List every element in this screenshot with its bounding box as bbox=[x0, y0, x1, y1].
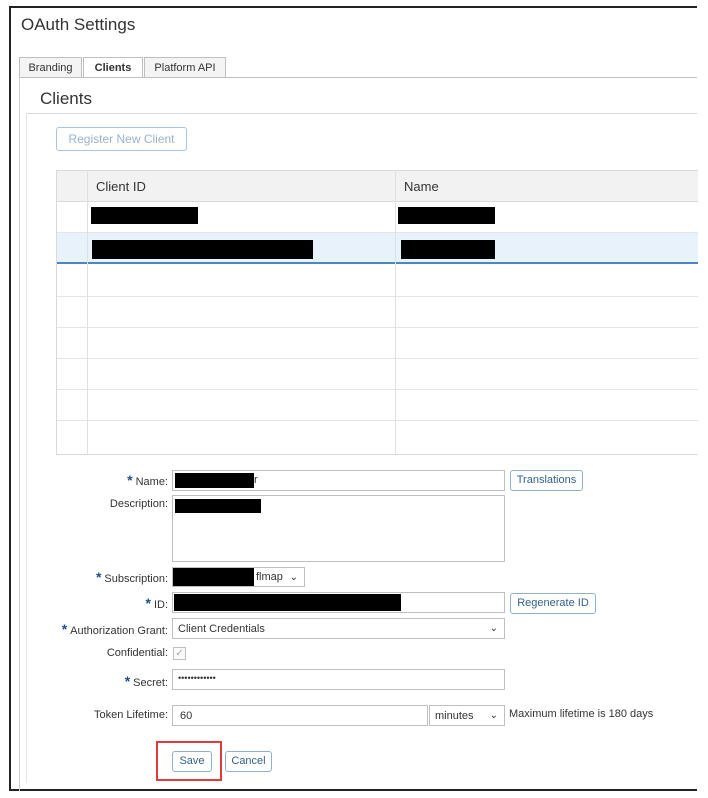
description-textarea[interactable] bbox=[172, 495, 505, 562]
name-value-suffix: r bbox=[254, 474, 258, 486]
token-lifetime-value: 60 bbox=[180, 710, 193, 722]
token-unit-select[interactable] bbox=[429, 705, 505, 726]
section-title: Clients bbox=[40, 89, 92, 108]
table-row-selected[interactable] bbox=[57, 233, 698, 264]
token-lifetime-input[interactable] bbox=[172, 705, 428, 726]
subscription-suffix: flmap bbox=[256, 571, 283, 583]
table-row-empty bbox=[57, 359, 698, 390]
section-border bbox=[26, 113, 27, 783]
redacted-name bbox=[398, 207, 495, 224]
token-lifetime-hint: Maximum lifetime is 180 days bbox=[509, 708, 654, 720]
token-lifetime-label: Token Lifetime: bbox=[94, 709, 168, 721]
description-label: Description: bbox=[109, 498, 168, 510]
redacted-name bbox=[401, 240, 495, 259]
page-title: OAuth Settings bbox=[21, 15, 136, 34]
column-header-client-id[interactable]: Client ID bbox=[96, 179, 146, 194]
tab-clients[interactable]: Clients bbox=[83, 57, 143, 78]
column-header-name[interactable]: Name bbox=[404, 179, 439, 194]
tab-divider bbox=[19, 77, 697, 78]
name-label: * Name: bbox=[127, 472, 168, 488]
table-row-empty bbox=[57, 421, 698, 452]
chevron-down-icon: ⌄ bbox=[489, 623, 498, 634]
table-row-empty bbox=[57, 390, 698, 421]
save-button[interactable]: Save bbox=[172, 751, 212, 772]
column-divider bbox=[395, 170, 396, 454]
redacted-id bbox=[174, 594, 401, 611]
secret-input[interactable] bbox=[172, 669, 505, 690]
redacted-name-value bbox=[175, 473, 254, 488]
regenerate-id-button[interactable]: Regenerate ID bbox=[510, 593, 596, 614]
subscription-label: * Subscription: bbox=[95, 569, 168, 585]
table-header bbox=[57, 170, 698, 202]
id-label: * ID: bbox=[145, 595, 168, 611]
redacted-client-id bbox=[91, 207, 198, 224]
table-row-empty bbox=[57, 328, 698, 359]
section-divider bbox=[26, 113, 697, 114]
table-row-empty bbox=[57, 266, 698, 297]
column-divider bbox=[87, 170, 88, 454]
chevron-down-icon: ⌄ bbox=[489, 710, 498, 721]
confidential-checkbox[interactable] bbox=[173, 647, 186, 660]
secret-value: •••••••••••• bbox=[178, 673, 216, 683]
subscription-select[interactable] bbox=[172, 567, 305, 587]
redacted-description bbox=[175, 499, 261, 513]
tab-platform-api[interactable]: Platform API bbox=[144, 57, 226, 77]
token-unit-value: minutes bbox=[435, 710, 474, 722]
chevron-down-icon: ⌄ bbox=[289, 572, 298, 583]
secret-label: * Secret: bbox=[124, 673, 168, 689]
table-row[interactable] bbox=[57, 202, 698, 233]
id-input[interactable] bbox=[172, 592, 505, 613]
tab-branding[interactable]: Branding bbox=[19, 57, 82, 77]
checkmark-icon: ✓ bbox=[175, 648, 184, 659]
authorization-grant-label: * Authorization Grant: bbox=[61, 621, 168, 637]
clients-table bbox=[56, 170, 698, 455]
table-row-empty bbox=[57, 297, 698, 328]
authorization-grant-select[interactable] bbox=[172, 618, 505, 639]
redacted-subscription bbox=[173, 568, 254, 586]
translations-button[interactable]: Translations bbox=[510, 470, 583, 491]
cancel-button[interactable]: Cancel bbox=[225, 751, 272, 772]
redacted-client-id bbox=[92, 240, 313, 259]
register-new-client-button[interactable]: Register New Client bbox=[56, 127, 187, 151]
confidential-label: Confidential: bbox=[106, 647, 168, 659]
panel-border bbox=[19, 77, 20, 791]
required-marker: * bbox=[127, 472, 133, 488]
name-input[interactable] bbox=[172, 470, 505, 491]
authorization-grant-value: Client Credentials bbox=[178, 623, 265, 635]
